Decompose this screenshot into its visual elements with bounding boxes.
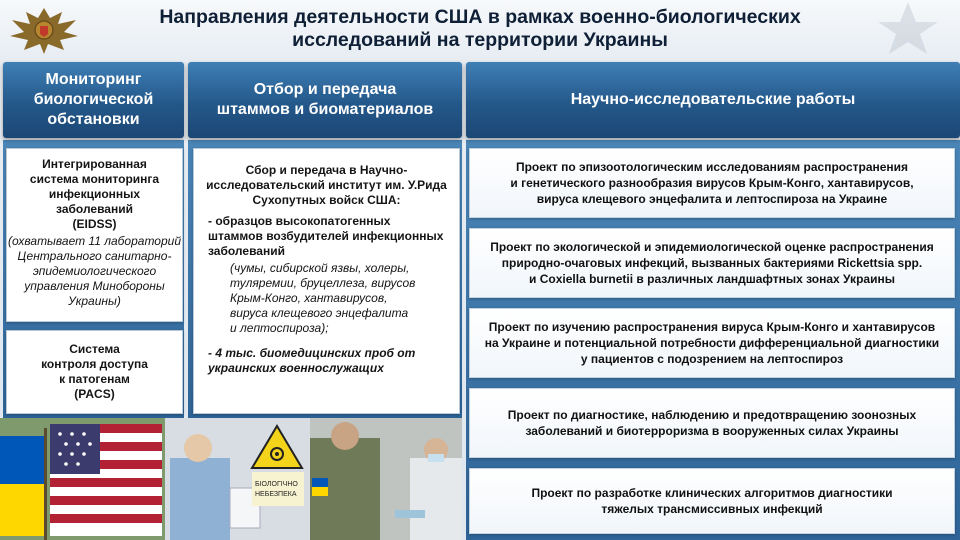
biohazard-sign-text-line1: БІОЛОГІЧНО <box>255 481 298 488</box>
research-project-5 <box>469 468 955 534</box>
eidss-panel <box>6 148 183 322</box>
photo-strip <box>0 418 462 540</box>
research-project-1 <box>469 148 955 218</box>
project-text-line: Проект по изучению распространения вируса Крым-Конго и хантавирусов <box>488 320 936 334</box>
transfer-intro-line: Сбор и передача в Научно- <box>245 163 408 177</box>
transfer-bullet-line: штаммов возбудителей инфекционных <box>208 229 444 243</box>
transfer-detail-line: и лептоспироза); <box>230 321 329 335</box>
project-text-line: и Coxiella burnetii в различных ландшафтных зонах Украины <box>529 272 895 286</box>
photo-collage <box>0 418 462 540</box>
project-text-line: Проект по диагностике, наблюдению и предотвращению зоонозных <box>507 408 917 422</box>
transfer-bullet-line: заболеваний <box>208 244 285 258</box>
project-text-line: Проект по эпизоотологическим исследованиям распространения <box>515 160 909 174</box>
research-column-heading <box>466 62 960 138</box>
project-text-line: Проект по разработке клинических алгоритмов диагностики <box>531 486 893 500</box>
eidss-note-line: эпидемиологического <box>32 264 157 278</box>
ukrainian-flag-icon <box>0 428 47 540</box>
biohazard-sign-text-line2: НЕБЕЗПЕКА <box>255 491 297 498</box>
project-text-line: Проект по экологической и эпидемиологической оценке распространения <box>490 240 934 254</box>
page-title <box>120 6 840 52</box>
eidss-title-line: заболеваний <box>56 202 133 216</box>
transfer-panel <box>193 148 460 414</box>
transfer-bullet-line: украинских военнослужащих <box>208 361 384 375</box>
project-text-line: природно-очаговых инфекций, вызванных бактериями Rickettsia spp. <box>501 256 923 270</box>
heading-line: биологической <box>33 91 154 108</box>
eidss-title-line: система мониторинга <box>29 172 160 186</box>
project-text-line: тяжелых трансмиссивных инфекций <box>601 502 823 516</box>
us-flag-icon <box>50 424 162 536</box>
heading-line: Мониторинг <box>45 71 142 88</box>
transfer-column-heading <box>188 62 462 138</box>
pacs-line: Система <box>69 342 120 356</box>
ministry-eagle-emblem-icon <box>4 2 84 56</box>
research-heading-text: Научно-исследовательские работы <box>570 91 856 108</box>
red-star-watermark-icon <box>828 0 958 58</box>
project-text-line: вируса клещевого энцефалита и лептоспироза на Украине <box>536 192 888 206</box>
pacs-line: (PACS) <box>74 387 115 401</box>
eidss-title-line: Интегрированная <box>42 157 147 171</box>
project-text-line: заболеваний и биотерроризма в вооруженных силах Украины <box>525 424 899 438</box>
pacs-line: к патогенам <box>59 372 130 386</box>
research-project-3 <box>469 308 955 378</box>
research-project-2 <box>469 228 955 298</box>
project-text-line: на Украине и потенциальной потребности дифференциальной диагностики <box>484 336 940 350</box>
transfer-detail-line: (чумы, сибирской язвы, холеры, <box>230 261 410 275</box>
project-text-line: у пациентов с подозрением на лептоспироз <box>580 352 844 366</box>
transfer-detail-line: Крым-Конго, хантавирусов, <box>230 291 388 305</box>
pacs-line: контроля доступа <box>41 357 148 371</box>
monitoring-column-heading <box>3 62 184 138</box>
research-project-4 <box>469 388 955 458</box>
eidss-note-line: управления Минобороны <box>24 279 165 293</box>
project-text-line: и генетического разнообразия вирусов Крым-Конго, хантавирусов, <box>510 176 914 190</box>
transfer-detail-line: туляремии, бруцеллеза, вирусов <box>230 276 416 290</box>
transfer-intro-line: исследовательский институт им. У.Рида <box>206 178 447 192</box>
heading-line: штаммов и биоматериалов <box>216 101 434 118</box>
eidss-note-line: Центрального санитарно- <box>17 249 172 263</box>
transfer-intro-line: Сухопутных войск США: <box>252 193 401 207</box>
transfer-bullet-line: - образцов высокопатогенных <box>208 214 391 228</box>
pacs-panel <box>6 330 183 414</box>
heading-line: Отбор и передача <box>253 81 397 98</box>
eidss-title-line: (EIDSS) <box>72 217 117 231</box>
transfer-bullet-line: - 4 тыс. биомедицинских проб от <box>208 346 416 360</box>
heading-line: обстановки <box>47 111 140 128</box>
header <box>0 0 960 58</box>
eidss-note-line: (охватывает 11 лабораторий <box>7 234 181 248</box>
title-line: Направления деятельности США в рамках военно-биологических <box>159 6 801 28</box>
title-line: исследований на территории Украины <box>292 29 668 51</box>
transfer-detail-line: вируса клещевого энцефалита <box>230 306 409 320</box>
eidss-title-line: инфекционных <box>48 187 141 201</box>
eidss-note-line: Украины) <box>68 294 121 308</box>
